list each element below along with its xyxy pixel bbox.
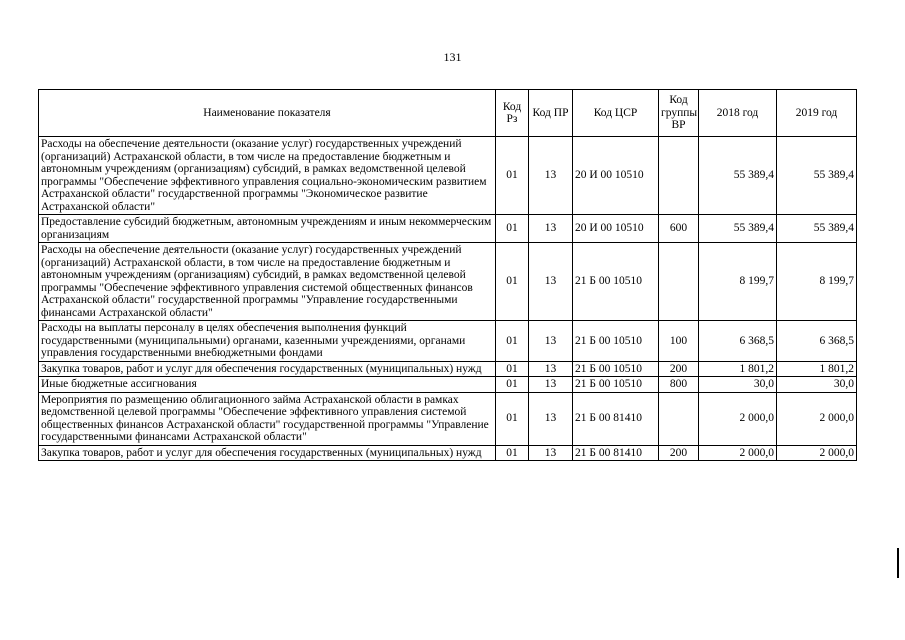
header-rz: Код Рз <box>496 90 529 137</box>
row-vr: 200 <box>659 445 699 461</box>
row-name: Иные бюджетные ассигнования <box>39 377 496 393</box>
row-2019: 2 000,0 <box>777 445 857 461</box>
table-row <box>39 321 857 362</box>
table-row <box>39 445 857 461</box>
row-name: Мероприятия по размещению облигационного займа Астраханской области в рамках ведомственной целевой программы "Обеспечение эффективного управления системой общественных финансов Астраханской области" государственной программы "Управление государственными финансами Астраханской области" <box>39 392 496 445</box>
row-2019: 6 368,5 <box>777 321 857 362</box>
row-csr: 21 Б 00 81410 <box>573 445 659 461</box>
header-pr: Код ПР <box>529 90 573 137</box>
row-pr: 13 <box>529 392 573 445</box>
row-pr: 13 <box>529 445 573 461</box>
row-vr: 600 <box>659 215 699 243</box>
row-2018: 55 389,4 <box>699 215 777 243</box>
row-name: Расходы на обеспечение деятельности (оказание услуг) государственных учреждений (организаций) Астраханской области, в том числе на предоставление бюджетным и автономным учреждениям (организациям) субсидий, в рамках ведомственной целевой программы "Обеспечение эффективного управления системой общественных финансов Астраханской области" государственной программы "Управление государственными финансами Астраханской области" <box>39 243 496 321</box>
row-vr: 100 <box>659 321 699 362</box>
row-vr: 800 <box>659 377 699 393</box>
row-csr: 20 И 00 10510 <box>573 137 659 215</box>
row-pr: 13 <box>529 215 573 243</box>
row-rz: 01 <box>496 361 529 377</box>
row-2019: 55 389,4 <box>777 137 857 215</box>
row-csr: 21 Б 00 10510 <box>573 377 659 393</box>
page-number: 131 <box>443 50 462 64</box>
row-rz: 01 <box>496 215 529 243</box>
row-name: Расходы на выплаты персоналу в целях обеспечения выполнения функций государственными (муниципальными) органами, казенными учреждениями, органами управления государственными внебюджетными фондами <box>39 321 496 362</box>
row-pr: 13 <box>529 321 573 362</box>
row-rz: 01 <box>496 445 529 461</box>
row-name: Закупка товаров, работ и услуг для обеспечения государственных (муниципальных) нужд <box>39 445 496 461</box>
row-pr: 13 <box>529 377 573 393</box>
row-rz: 01 <box>496 392 529 445</box>
row-2018: 6 368,5 <box>699 321 777 362</box>
row-csr: 21 Б 00 81410 <box>573 392 659 445</box>
table-row <box>39 361 857 377</box>
row-pr: 13 <box>529 243 573 321</box>
row-csr: 21 Б 00 10510 <box>573 243 659 321</box>
row-2018: 2 000,0 <box>699 392 777 445</box>
scan-edge-mark <box>897 548 899 578</box>
row-rz: 01 <box>496 321 529 362</box>
row-2018: 8 199,7 <box>699 243 777 321</box>
table-row <box>39 243 857 321</box>
row-2019: 1 801,2 <box>777 361 857 377</box>
row-rz: 01 <box>496 137 529 215</box>
row-vr <box>659 137 699 215</box>
table-header-row <box>39 90 857 137</box>
row-name: Закупка товаров, работ и услуг для обеспечения государственных (муниципальных) нужд <box>39 361 496 377</box>
table-row <box>39 377 857 393</box>
row-name: Предоставление субсидий бюджетным, автономным учреждениям и иным некоммерческим организациям <box>39 215 496 243</box>
header-name: Наименование показателя <box>39 90 496 137</box>
row-2018: 55 389,4 <box>699 137 777 215</box>
row-vr <box>659 243 699 321</box>
table-row <box>39 137 857 215</box>
row-2018: 1 801,2 <box>699 361 777 377</box>
row-2018: 30,0 <box>699 377 777 393</box>
header-vr: Код группы ВР <box>659 90 699 137</box>
table-row <box>39 215 857 243</box>
header-csr: Код ЦСР <box>573 90 659 137</box>
row-2019: 55 389,4 <box>777 215 857 243</box>
budget-table <box>38 89 857 461</box>
row-rz: 01 <box>496 377 529 393</box>
row-pr: 13 <box>529 361 573 377</box>
row-csr: 21 Б 00 10510 <box>573 361 659 377</box>
row-name: Расходы на обеспечение деятельности (оказание услуг) государственных учреждений (организаций) Астраханской области, в том числе на предоставление бюджетным и автономным учреждениям (организациям) субсидий, в рамках ведомственной целевой программы "Обеспечение эффективного управления социально-экономическим развитием Астраханской области" государственной программы "Экономическое развитие Астраханской области" <box>39 137 496 215</box>
row-rz: 01 <box>496 243 529 321</box>
row-2019: 8 199,7 <box>777 243 857 321</box>
row-csr: 21 Б 00 10510 <box>573 321 659 362</box>
row-pr: 13 <box>529 137 573 215</box>
row-2019: 30,0 <box>777 377 857 393</box>
row-vr <box>659 392 699 445</box>
row-2019: 2 000,0 <box>777 392 857 445</box>
header-2018: 2018 год <box>699 90 777 137</box>
header-2019: 2019 год <box>777 90 857 137</box>
row-csr: 20 И 00 10510 <box>573 215 659 243</box>
table-row <box>39 392 857 445</box>
row-vr: 200 <box>659 361 699 377</box>
row-2018: 2 000,0 <box>699 445 777 461</box>
